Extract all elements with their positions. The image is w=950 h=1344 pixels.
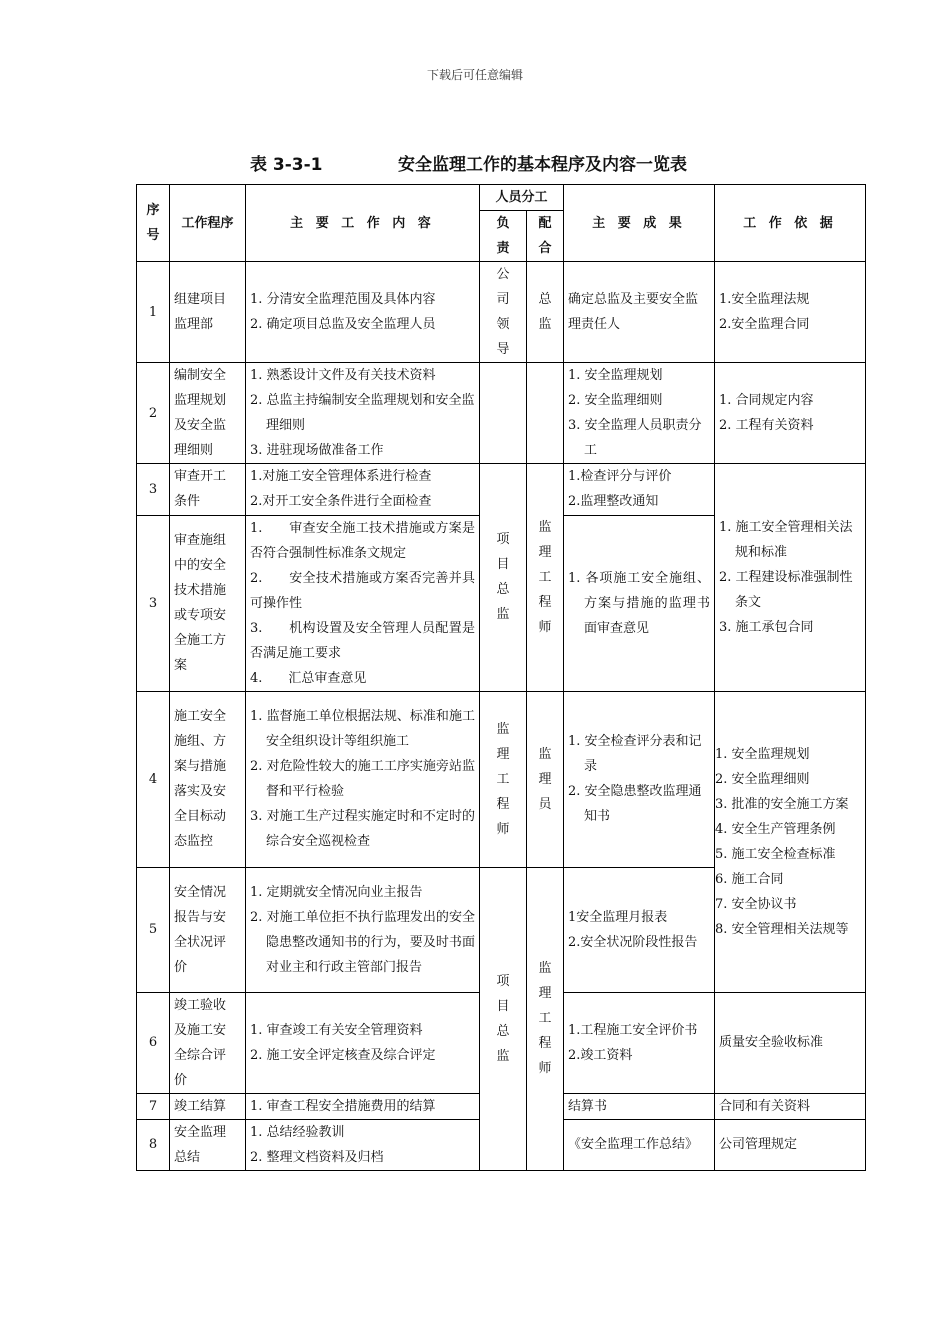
content-item: 2. 安全技术措施或方案否完善并具可操作性 <box>250 570 475 611</box>
content-item: 2. 施工安全评定核查及综合评定 <box>250 1047 436 1063</box>
row-basis: 质量安全验收标准 <box>715 992 866 1093</box>
content-item: 4. 汇总审查意见 <box>250 670 367 686</box>
row-seq: 1 <box>137 262 170 363</box>
result-item: 2.监理整改通知 <box>568 494 659 510</box>
row-content <box>246 691 480 867</box>
table-row <box>137 262 866 363</box>
row-seq: 3 <box>137 464 170 515</box>
row-content <box>246 992 480 1093</box>
table-code: 表 3-3-1 <box>250 155 323 175</box>
row-content <box>246 515 480 691</box>
header-procedure: 工作程序 <box>170 185 246 262</box>
result-item: 2. 安全隐患整改监理通知书 <box>568 784 702 824</box>
merged-responsible: 项 目 总 监 <box>480 867 527 1170</box>
result-item: 1.工程施工安全评价书 <box>568 1022 698 1038</box>
content-item: 3. 机构设置及安全管理人员配置是否满足施工要求 <box>250 620 475 661</box>
basis-item: 2. 安全监理细则 <box>715 771 810 787</box>
row-results <box>564 363 715 464</box>
content-item: 3. 进驻现场做准备工作 <box>250 443 384 458</box>
basis-item: 2. 工程建设标准强制性条文 <box>719 569 853 610</box>
row-content <box>246 363 480 464</box>
row-basis: 公司管理规定 <box>715 1119 866 1170</box>
row-results <box>564 691 715 867</box>
basis-item: 1. 合同规定内容 <box>719 393 814 408</box>
basis-item: 3. 施工承包合同 <box>719 619 814 635</box>
row-procedure: 组建项目 监理部 <box>170 262 246 363</box>
content-item: 1. 分清安全监理范围及具体内容 <box>250 292 436 307</box>
row-seq: 6 <box>137 992 170 1093</box>
result-item: 1. 各项施工安全施组、方案与措施的监理书面审查意见 <box>568 570 710 636</box>
table-row <box>137 691 866 867</box>
content-item: 3. 对施工生产过程实施定时和不定时的综合安全巡视检查 <box>250 809 475 849</box>
basis-item: 1. 施工安全管理相关法规和标准 <box>719 519 853 560</box>
basis-item: 3. 批准的安全施工方案 <box>715 796 849 812</box>
result-item: 3. 安全监理人员职责分工 <box>568 418 702 458</box>
content-item: 1. 审查安全施工技术措施或方案是否符合强制性标准条文规定 <box>250 520 475 561</box>
header-basis: 工 作 依 据 <box>715 185 866 262</box>
content-item: 1.对施工安全管理体系进行检查 <box>250 469 432 485</box>
row-basis <box>715 363 866 464</box>
row-seq: 4 <box>137 691 170 867</box>
table-row <box>137 464 866 515</box>
basis-item: 2. 工程有关资料 <box>719 418 814 433</box>
row-cooperate: 监 理 员 <box>527 691 564 867</box>
basis-item: 2.安全监理合同 <box>719 317 810 332</box>
row-results <box>564 867 715 992</box>
header-note: 下载后可任意编辑 <box>426 68 523 82</box>
header-responsible: 负 责 <box>480 211 527 262</box>
result-item: 2.安全状况阶段性报告 <box>568 934 698 950</box>
row-content <box>246 464 480 515</box>
merged-cooperate: 监 理 工 程 师 <box>527 867 564 1170</box>
content-item: 2. 总监主持编制安全监理规划和安全监理细则 <box>250 393 475 433</box>
row-responsible: 监 理 工 程 师 <box>480 691 527 867</box>
header-results: 主 要 成 果 <box>564 185 715 262</box>
header-cooperate: 配 合 <box>527 211 564 262</box>
row-procedure: 审查开工 条件 <box>170 464 246 515</box>
row-seq: 7 <box>137 1093 170 1119</box>
basis-item: 4. 安全生产管理条例 <box>715 821 836 837</box>
row-cooperate: 总 监 <box>527 262 564 363</box>
result-item: 1安全监理月报表 <box>568 909 668 925</box>
table-title-text: 安全监理工作的基本程序及内容一览表 <box>398 155 687 175</box>
result-item: 1. 安全监理规划 <box>568 368 663 383</box>
header-content: 主 要 工 作 内 容 <box>246 185 480 262</box>
result-item: 2. 安全监理细则 <box>568 393 663 408</box>
row-procedure: 竣工结算 <box>170 1093 246 1119</box>
row-basis <box>715 262 866 363</box>
row-content <box>246 262 480 363</box>
row-results: 《安全监理工作总结》 <box>564 1119 715 1170</box>
row-results: 结算书 <box>564 1093 715 1119</box>
row-seq: 3 <box>137 515 170 691</box>
procedure-table-continued <box>136 464 866 1171</box>
row-procedure: 审查施组 中的安全 技术措施 或专项安 全施工方 案 <box>170 515 246 691</box>
row-procedure: 编制安全 监理规划 及安全监 理细则 <box>170 363 246 464</box>
row-basis <box>715 464 866 691</box>
row-content <box>246 1119 480 1170</box>
merged-responsible: 项 目 总 监 <box>480 464 527 691</box>
content-item: 1. 监督施工单位根据法规、标准和施工安全组织设计等组织施工 <box>250 709 475 749</box>
basis-item: 7. 安全协议书 <box>715 896 797 912</box>
row-seq: 5 <box>137 867 170 992</box>
row-procedure: 竣工验收 及施工安 全综合评 价 <box>170 992 246 1093</box>
table-title <box>250 150 687 175</box>
header-seq: 序 号 <box>137 185 170 262</box>
row-results <box>564 515 715 691</box>
row-basis: 合同和有关资料 <box>715 1093 866 1119</box>
content-item: 2. 对危险性较大的施工工序实施旁站监督和平行检验 <box>250 759 475 799</box>
content-item: 2. 确定项目总监及安全监理人员 <box>250 317 436 332</box>
basis-item: 5. 施工安全检查标准 <box>715 846 836 862</box>
row-responsible: 公 司 领 导 <box>480 262 527 363</box>
result-item: 1.检查评分与评价 <box>568 469 672 485</box>
content-item: 2.对开工安全条件进行全面检查 <box>250 494 432 510</box>
merged-cooperate: 监 理 工 程 师 <box>527 464 564 691</box>
row-results <box>564 464 715 515</box>
row-seq: 8 <box>137 1119 170 1170</box>
result-item: 2.竣工资料 <box>568 1047 633 1063</box>
row-results <box>564 992 715 1093</box>
row-content <box>246 867 480 992</box>
result-item: 1. 安全检查评分表和记录 <box>568 734 702 774</box>
row-content: 1. 审查工程安全措施费用的结算 <box>246 1093 480 1119</box>
row-basis <box>715 691 866 992</box>
table-row <box>137 363 866 464</box>
basis-item: 8. 安全管理相关法规等 <box>715 921 849 937</box>
row-procedure: 安全情况 报告与安 全状况评 价 <box>170 867 246 992</box>
row-results: 确定总监及主要安全监理责任人 <box>564 262 715 363</box>
row-seq: 2 <box>137 363 170 464</box>
content-item: 2. 整理文档资料及归档 <box>250 1149 384 1165</box>
content-item: 1. 审查竣工有关安全管理资料 <box>250 1022 423 1038</box>
basis-item: 6. 施工合同 <box>715 871 784 887</box>
row-procedure: 施工安全 施组、方 案与措施 落实及安 全目标动 态监控 <box>170 691 246 867</box>
row-procedure: 安全监理 总结 <box>170 1119 246 1170</box>
basis-item: 1. 安全监理规划 <box>715 746 810 762</box>
procedure-table <box>136 184 866 464</box>
content-item: 2. 对施工单位拒不执行监理发出的安全隐患整改通知书的行为，要及时书面对业主和行政主管部门报告 <box>250 909 475 975</box>
content-item: 1. 总结经验教训 <box>250 1124 345 1140</box>
header-staff: 人员分工 <box>480 185 564 211</box>
basis-item: 1.安全监理法规 <box>719 292 810 307</box>
content-item: 1. 定期就安全情况向业主报告 <box>250 884 423 900</box>
content-item: 1. 熟悉设计文件及有关技术资料 <box>250 368 436 383</box>
